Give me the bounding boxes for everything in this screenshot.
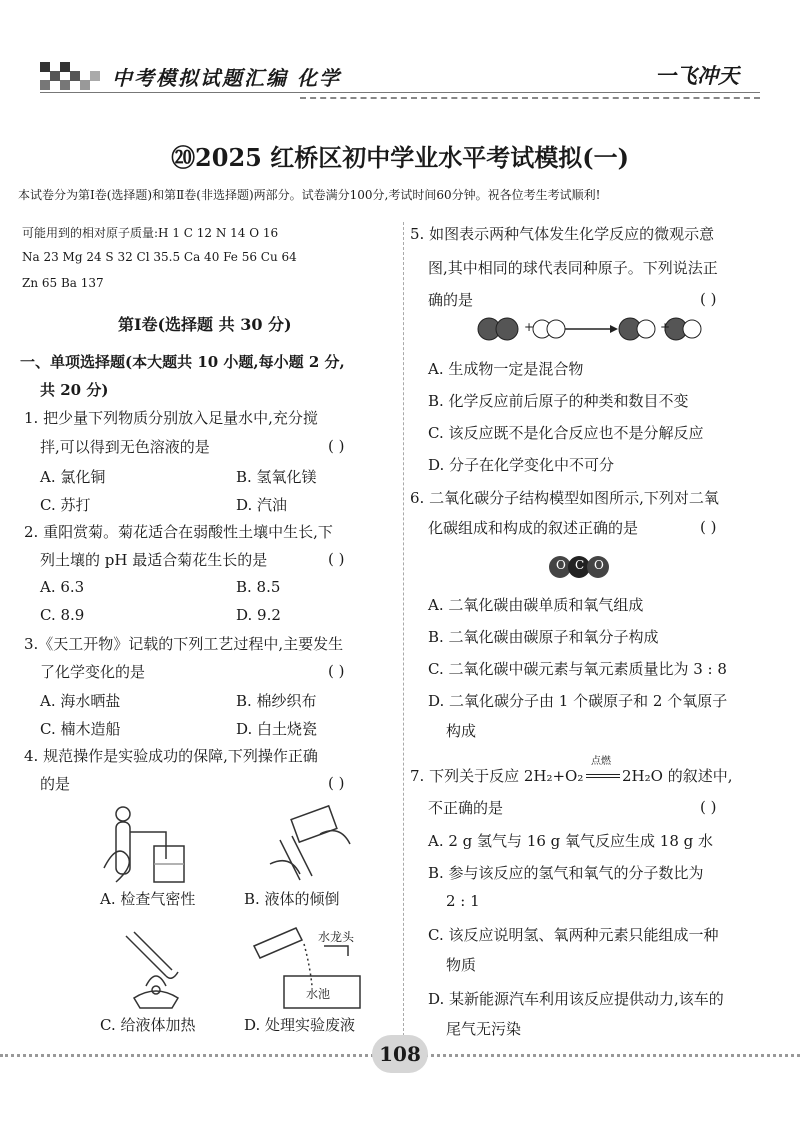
q3-answer-paren[interactable]: ( ) — [328, 662, 345, 680]
q6-option-b[interactable]: B. 二氧化碳由碳原子和氧分子构成 — [428, 628, 659, 646]
q2-option-d[interactable]: D. 9.2 — [236, 606, 281, 624]
q7-option-c-2: 物质 — [446, 956, 477, 974]
q7-option-b-2: 2 : 1 — [446, 892, 480, 910]
q3-option-b[interactable]: B. 棉纱织布 — [236, 692, 317, 710]
q7-option-d-2: 尾气无污染 — [446, 1020, 522, 1038]
q5-stem-2: 图,其中相同的球代表同种原子。下列说法正 — [428, 259, 718, 277]
q1-answer-paren[interactable]: ( ) — [328, 437, 345, 455]
atomic-masses-3: Zn 65 Ba 137 — [22, 276, 104, 290]
q6-stem-1: 6. 二氧化碳分子结构模型如图所示,下列对二氧 — [410, 489, 719, 507]
q2-option-c[interactable]: C. 8.9 — [40, 606, 85, 624]
q1-option-a[interactable]: A. 氯化铜 — [40, 468, 106, 486]
q6-option-d-1[interactable]: D. 二氧化碳分子由 1 个碳原子和 2 个氧原子 — [428, 692, 728, 710]
atomic-masses-1: 可能用到的相对原子质量:H 1 C 12 N 14 O 16 — [22, 226, 279, 240]
q7-reaction-arrow — [586, 774, 620, 775]
q4-option-a[interactable]: A. 检查气密性 — [100, 890, 196, 908]
q6-stem-2: 化碳组成和构成的叙述正确的是 — [428, 519, 639, 537]
co2-model-o-right: O — [594, 558, 604, 572]
q7-reaction-arrow-2 — [586, 777, 620, 778]
q4-stem-2: 的是 — [40, 775, 71, 793]
reaction-diagram — [476, 316, 706, 342]
exam-intro: 本试卷分为第Ⅰ卷(选择题)和第Ⅱ卷(非选择题)两部分。试卷满分100分,考试时间60分钟。祝各位考生考试顺利! — [18, 188, 601, 202]
q3-option-a[interactable]: A. 海水晒盐 — [40, 692, 121, 710]
header-divider — [40, 92, 760, 93]
tap-label: 水龙头 — [318, 930, 355, 944]
q7-option-d-1[interactable]: D. 某新能源汽车利用该反应提供动力,该车的 — [428, 990, 724, 1008]
q7-reaction-condition: 点燃 — [591, 756, 611, 767]
exam-title: ⑳2025 红桥区初中学业水平考试模拟(一) — [171, 143, 629, 172]
q3-option-c[interactable]: C. 楠木造船 — [40, 720, 121, 738]
pool-label: 水池 — [306, 987, 331, 1001]
header-dashed-divider — [300, 97, 760, 99]
q4-option-d[interactable]: D. 处理实验废液 — [244, 1016, 356, 1034]
q3-option-d[interactable]: D. 白土烧瓷 — [236, 720, 318, 738]
section-title: 第Ⅰ卷(选择题 共 30 分) — [118, 315, 292, 334]
co2-model-o-left: O — [556, 558, 566, 572]
co2-model-c: C — [575, 558, 585, 572]
q5-stem-1: 5. 如图表示两种气体发生化学反应的微观示意 — [410, 225, 715, 243]
q7-stem-2: 不正确的是 — [428, 799, 504, 817]
part-title-1: 一、单项选择题(本大题共 10 小题,每小题 2 分, — [20, 353, 345, 371]
atomic-masses-2: Na 23 Mg 24 S 32 Cl 35.5 Ca 40 Fe 56 Cu 64 — [22, 250, 297, 264]
q4-option-b[interactable]: B. 液体的倾倒 — [244, 890, 340, 908]
q1-stem-2: 拌,可以得到无色溶液的是 — [40, 438, 210, 456]
page-number: 108 — [372, 1035, 428, 1073]
q1-option-c[interactable]: C. 苏打 — [40, 496, 91, 514]
q6-answer-paren[interactable]: ( ) — [700, 518, 717, 536]
q1-stem-1: 1. 把少量下列物质分别放入足量水中,充分搅 — [24, 409, 318, 427]
liquid-pouring-illustration — [250, 804, 360, 886]
part-title-2: 共 20 分) — [40, 381, 109, 399]
q2-stem-2: 列土壤的 pH 最适合菊花生长的是 — [40, 551, 268, 569]
q5-stem-3: 确的是 — [428, 291, 474, 309]
q5-option-a[interactable]: A. 生成物一定是混合物 — [428, 360, 584, 378]
q4-answer-paren[interactable]: ( ) — [328, 774, 345, 792]
q5-answer-paren[interactable]: ( ) — [700, 290, 717, 308]
q2-stem-1: 2. 重阳赏菊。菊花适合在弱酸性土壤中生长,下 — [24, 523, 333, 541]
q5-option-b[interactable]: B. 化学反应前后原子的种类和数目不变 — [428, 392, 689, 410]
q7-stem-1-post: 2H₂O 的叙述中, — [622, 767, 733, 785]
reaction-plus-2: + — [660, 320, 671, 334]
q4-option-c[interactable]: C. 给液体加热 — [100, 1016, 196, 1034]
q3-stem-1: 3.《天工开物》记载的下列工艺过程中,主要发生 — [24, 635, 344, 653]
q7-stem-1-pre: 7. 下列关于反应 2H₂+O₂ — [410, 767, 584, 785]
q6-option-d-2: 构成 — [446, 722, 477, 740]
brand-logo: 一飞冲天 — [655, 63, 739, 88]
column-divider — [403, 222, 404, 1036]
q7-option-a[interactable]: A. 2 g 氢气与 16 g 氧气反应生成 18 g 水 — [428, 832, 714, 850]
q4-stem-1: 4. 规范操作是实验成功的保障,下列操作正确 — [24, 747, 318, 765]
q7-option-b-1[interactable]: B. 参与该反应的氢气和氧气的分子数比为 — [428, 864, 704, 882]
series-title: 中考模拟试题汇编 化学 — [112, 66, 341, 90]
q7-answer-paren[interactable]: ( ) — [700, 798, 717, 816]
q5-option-d[interactable]: D. 分子在化学变化中不可分 — [428, 456, 615, 474]
q1-option-d[interactable]: D. 汽油 — [236, 496, 288, 514]
q2-option-a[interactable]: A. 6.3 — [40, 578, 85, 596]
q6-option-a[interactable]: A. 二氧化碳由碳单质和氧气组成 — [428, 596, 644, 614]
airtightness-check-illustration — [96, 804, 216, 886]
q3-stem-2: 了化学变化的是 — [40, 663, 146, 681]
q7-option-c-1[interactable]: C. 该反应说明氢、氧两种元素只能组成一种 — [428, 926, 719, 944]
liquid-heating-illustration — [106, 926, 206, 1012]
header-logo-pattern — [40, 62, 100, 90]
q6-option-c[interactable]: C. 二氧化碳中碳元素与氧元素质量比为 3 : 8 — [428, 660, 727, 678]
q1-option-b[interactable]: B. 氢氧化镁 — [236, 468, 317, 486]
q2-option-b[interactable]: B. 8.5 — [236, 578, 281, 596]
q5-option-c[interactable]: C. 该反应既不是化合反应也不是分解反应 — [428, 424, 704, 442]
reaction-plus-1: + — [524, 320, 535, 334]
q2-answer-paren[interactable]: ( ) — [328, 550, 345, 568]
